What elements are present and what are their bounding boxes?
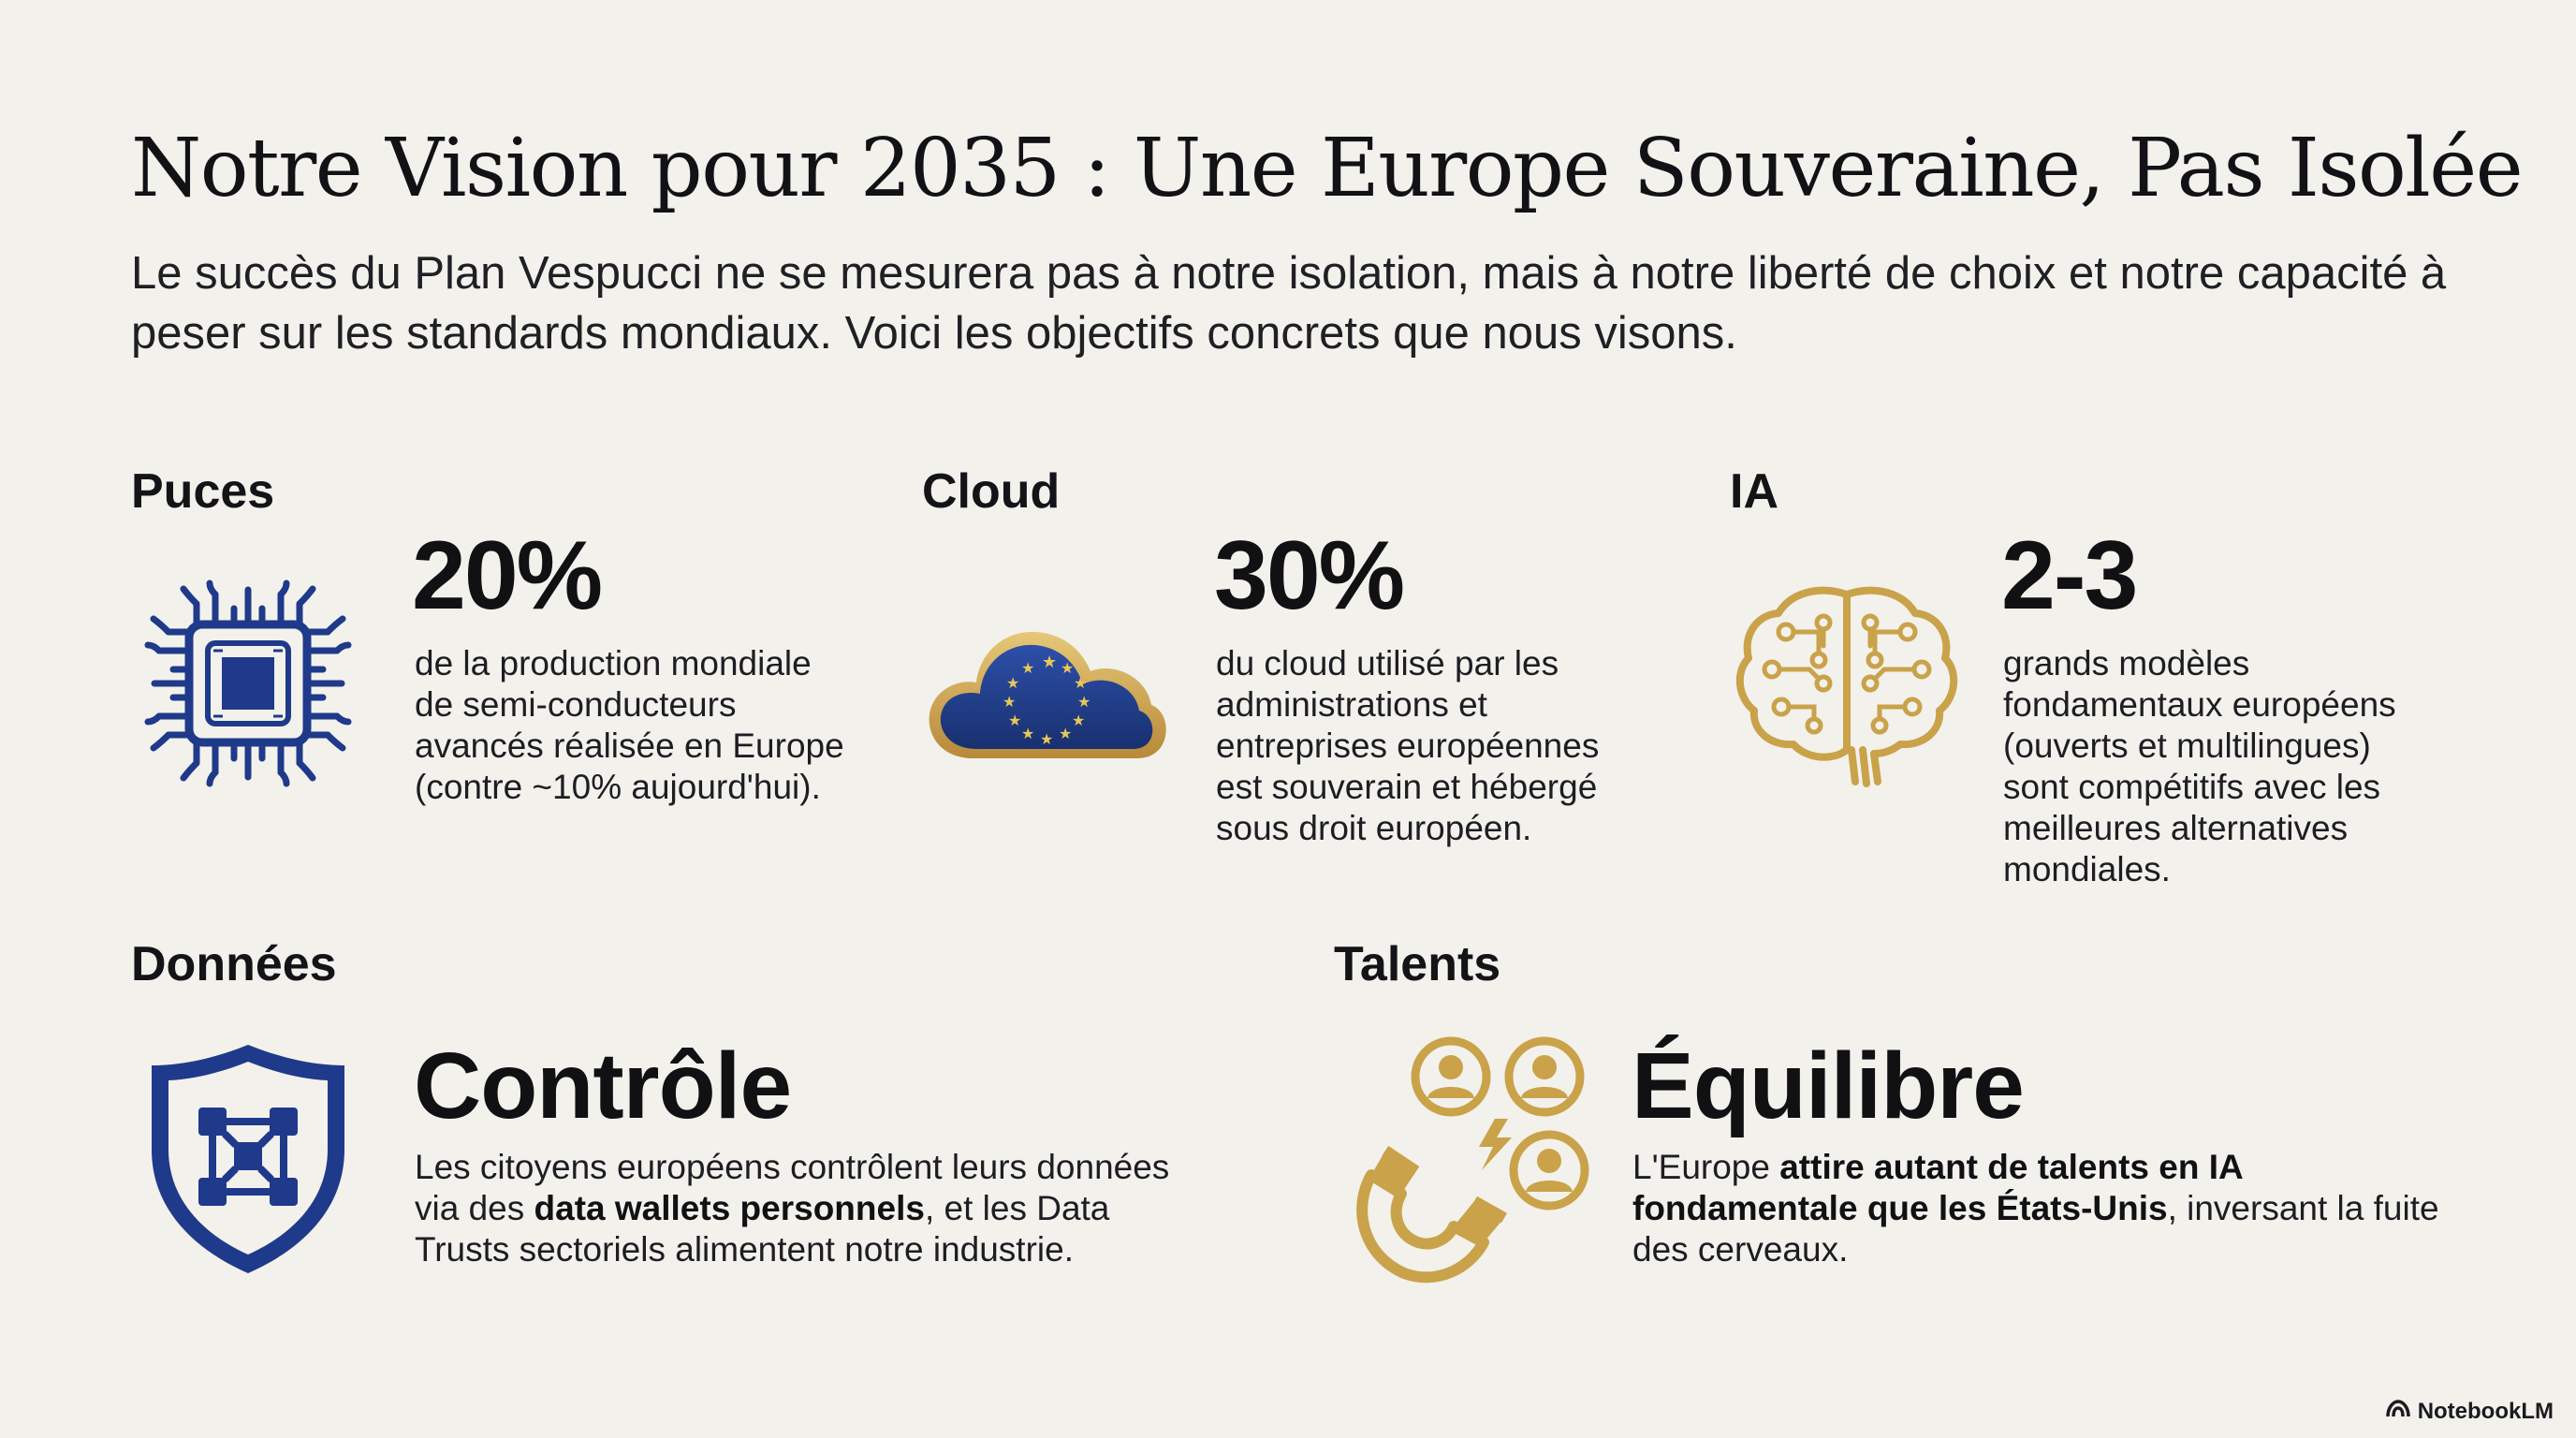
section-label: Données xyxy=(131,937,337,991)
circuit-brain-icon xyxy=(1730,576,1964,791)
section-talents xyxy=(1334,936,2551,1311)
notebooklm-logo-icon xyxy=(2386,1399,2410,1425)
stat-description: de la production mondiale de semi-conducteurs avancés réalisée en Europe (contre ~10% aujourd'hui). xyxy=(415,644,844,806)
svg-text:★: ★ xyxy=(1077,693,1091,711)
svg-text:★: ★ xyxy=(1040,730,1054,748)
section-cloud xyxy=(922,463,1699,857)
svg-text:★: ★ xyxy=(1021,725,1035,742)
stat-value: 20% xyxy=(412,521,602,630)
desc-text: , inversant la fuite des cerveaux. xyxy=(1632,1189,2439,1269)
talent-magnet-icon xyxy=(1334,1034,1596,1287)
desc-emphasis: attire autant de talents en IA fondamentale que les États-Unis xyxy=(1632,1148,2243,1227)
desc-emphasis: data wallets personnels xyxy=(534,1189,925,1227)
desc-text: L'Europe xyxy=(1632,1148,1780,1186)
svg-text:★: ★ xyxy=(1074,674,1088,692)
svg-text:★: ★ xyxy=(1061,659,1075,677)
microchip-icon xyxy=(131,566,365,800)
desc-text: , et les Data Trusts sectoriels alimentent notre industrie. xyxy=(415,1189,1110,1269)
page-title: Notre Vision pour 2035 : Une Europe Souveraine, Pas Isolée xyxy=(131,122,2523,215)
section-label: Cloud xyxy=(922,464,1061,519)
svg-text:★: ★ xyxy=(1008,712,1022,729)
svg-text:★: ★ xyxy=(1059,725,1073,742)
stat-description xyxy=(1632,1147,2456,1270)
svg-text:★: ★ xyxy=(1006,674,1020,692)
section-label: Talents xyxy=(1334,937,1501,991)
section-label: Puces xyxy=(131,464,275,519)
stat-value: 2-3 xyxy=(2001,521,2137,630)
stat-description: grands modèles fondamentaux européens (ouverts et multilingues) sont compétitifs avec les meilleures alternatives mondiales. xyxy=(2003,644,2396,888)
stat-value: Contrôle xyxy=(414,1034,792,1138)
section-ia xyxy=(1730,463,2554,913)
desc-text: Les citoyens européens contrôlent leurs données via des xyxy=(415,1148,1170,1227)
footer-brand-label: NotebookLM xyxy=(2417,1399,2554,1424)
svg-text:★: ★ xyxy=(1021,659,1035,677)
stat-value: Équilibre xyxy=(1632,1034,2024,1138)
section-donnees xyxy=(131,936,1254,1311)
stat-value: 30% xyxy=(1214,521,1404,630)
eu-cloud-icon xyxy=(922,604,1175,772)
data-shield-icon xyxy=(140,1037,356,1281)
section-label: IA xyxy=(1730,464,1778,519)
page-subtitle: Le succès du Plan Vespucci ne se mesurera pas à notre isolation, mais à notre liberté de choix et notre capacité à peser sur les standards mondiaux. Voici les objectifs concrets que nous visons. xyxy=(131,248,2447,359)
stat-description: du cloud utilisé par les administrations et entreprises européennes est souverain et hébergé sous droit européen. xyxy=(1216,644,1600,847)
svg-text:★: ★ xyxy=(1003,693,1017,711)
section-puces xyxy=(131,463,861,857)
svg-text:★: ★ xyxy=(1072,712,1086,729)
footer-brand xyxy=(2386,1399,2554,1425)
stat-description xyxy=(415,1147,1210,1270)
svg-text:★: ★ xyxy=(1042,653,1058,672)
